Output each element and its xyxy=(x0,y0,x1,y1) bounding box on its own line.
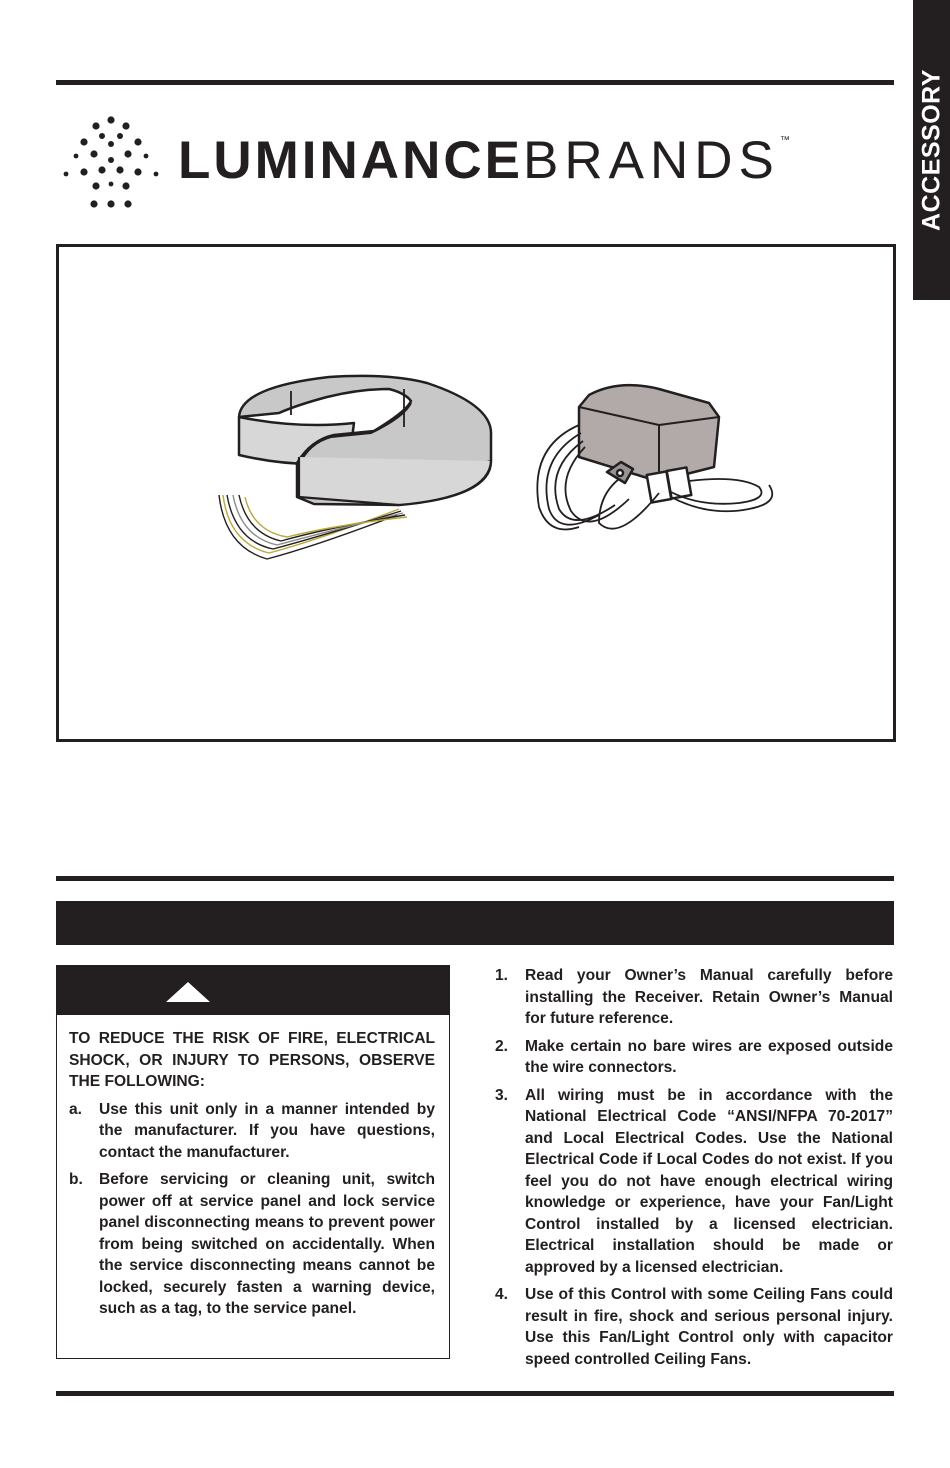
step-text: Make certain no bare wires are exposed outside the wire connectors. xyxy=(525,1037,893,1076)
brand-primary: LUMINANCE xyxy=(178,131,523,190)
warning-item-marker: a. xyxy=(69,1100,83,1118)
brand-wordmark xyxy=(178,131,790,190)
side-tab-label: ACCESSORY xyxy=(917,69,945,231)
warning-header xyxy=(57,966,449,1015)
step-marker: 1. xyxy=(495,967,509,984)
step-text: Read your Owner’s Manual carefully before installing the Receiver. Retain Owner’s Manual for future reference. xyxy=(525,967,893,1027)
brand-logo xyxy=(56,112,894,212)
step-marker: 4. xyxy=(495,1286,509,1303)
section-rule xyxy=(56,876,894,881)
warning-body xyxy=(69,1028,435,1326)
accessory-side-tab xyxy=(913,0,950,300)
dot-burst-icon xyxy=(56,112,166,212)
box-receiver-icon xyxy=(579,385,719,502)
warning-item-text: Use this unit only in a manner intended by the manufacturer. If you have questions, contact the manufacturer. xyxy=(99,1100,435,1161)
warning-item-text: Before servicing or cleaning unit, switch power off at service panel and lock service panel disconnecting means to prevent power from being switched on accidentally. When the service disconnecting means cannot be locked, securely fasten a warning device, such as a tag, to the service panel. xyxy=(99,1171,435,1317)
warning-item xyxy=(69,1169,435,1320)
warning-intro: TO REDUCE THE RISK OF FIRE, ELECTRICAL SHOCK, OR INJURY TO PERSONS, OBSERVE THE FOLLOWING: xyxy=(69,1030,435,1090)
step-item xyxy=(495,1085,893,1279)
step-item xyxy=(495,1036,893,1079)
safety-steps xyxy=(495,965,893,1376)
warning-item-marker: b. xyxy=(69,1171,83,1188)
product-illustration-panel xyxy=(56,244,896,742)
trademark-symbol: ™ xyxy=(779,135,790,146)
section-heading-band xyxy=(56,901,894,945)
step-text: All wiring must be in accordance with the National Electrical Code “ANSI/NFPA 70-2017” and Local Electrical Codes. Use the National Electrical Code if Local Codes do not exist. If you feel you do not have enough electrical wiring knowledge or experience, have your Fan/Light Control installed by a licensed electrician. Electrical installation should be made or approved by a licensed electrician. xyxy=(525,1086,893,1276)
step-item xyxy=(495,965,893,1030)
top-rule xyxy=(56,80,894,85)
product-illustration xyxy=(59,247,893,739)
brand-secondary: BRANDS xyxy=(522,131,780,190)
step-text: Use of this Control with some Ceiling Fans could result in fire, shock and serious personal injury. Use this Fan/Light Control only with capacitor speed controlled Ceiling Fans. xyxy=(525,1286,893,1368)
step-marker: 2. xyxy=(495,1037,509,1055)
warning-triangle-icon xyxy=(165,981,211,1003)
step-marker: 3. xyxy=(495,1086,509,1104)
warning-item xyxy=(69,1099,435,1164)
warning-box xyxy=(56,965,450,1359)
canopy-receiver-icon xyxy=(239,376,491,505)
steps-list xyxy=(495,965,893,1370)
warning-list xyxy=(69,1099,435,1320)
step-item xyxy=(495,1284,893,1370)
bottom-rule xyxy=(56,1391,894,1396)
